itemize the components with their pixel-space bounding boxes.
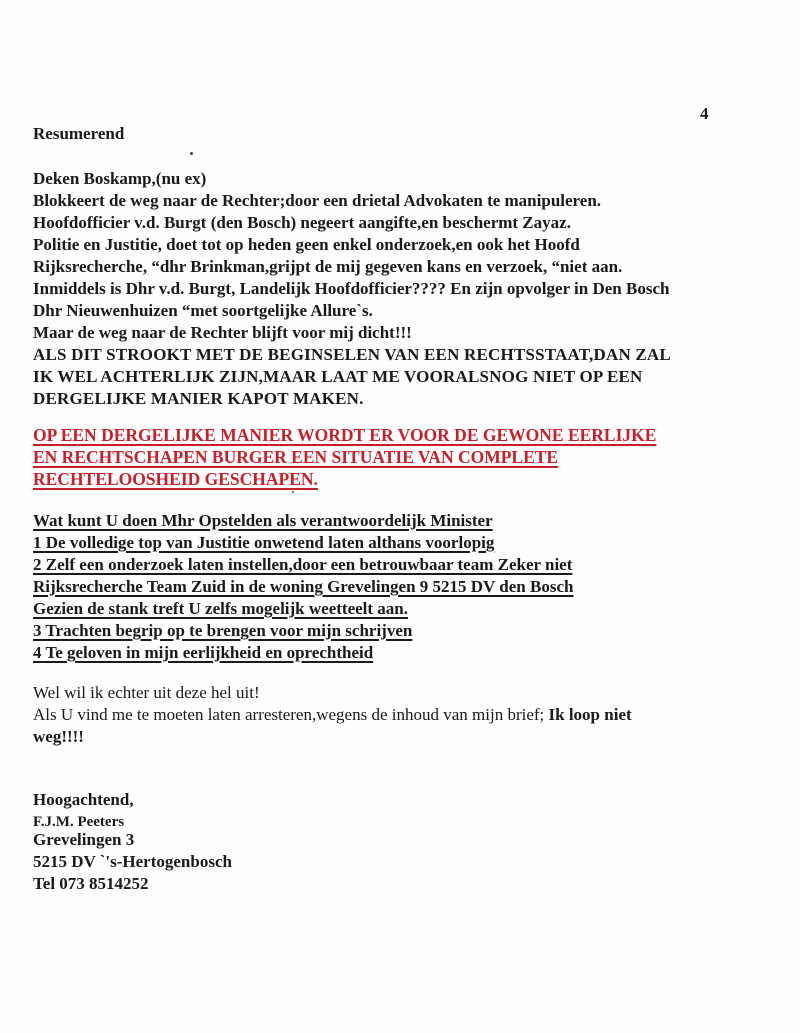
paragraph-line: Politie en Justitie, doet tot op heden geen enkel onderzoek,en ook het Hoofd <box>33 235 580 254</box>
phone-number: Tel 073 8514252 <box>33 874 149 893</box>
signer-name: F.J.M. Peeters <box>33 814 125 830</box>
action-list-item: Rijksrecherche Team Zuid in de woning Grevelingen 9 5215 DV den Bosch <box>33 577 574 596</box>
closing-line <box>33 704 632 726</box>
paragraph-line: Dhr Nieuwenhuizen “met soortgelijke Allure`s. <box>33 301 373 320</box>
closing-text: Als U vind me te moeten laten arresteren,wegens de inhoud van mijn brief; <box>33 705 549 724</box>
scan-speck <box>292 491 294 493</box>
red-emphasis-line: RECHTELOOSHEID GESCHAPEN. <box>33 469 318 489</box>
address-city: 5215 DV `'s-Hertogenbosch <box>33 852 232 871</box>
action-list-item: Gezien de stank treft U zelfs mogelijk weetteelt aan. <box>33 599 408 618</box>
paragraph-line: Blokkeert de weg naar de Rechter;door een drietal Advokaten te manipuleren. <box>33 191 602 210</box>
caps-line: DERGELIJKE MANIER KAPOT MAKEN. <box>33 389 364 408</box>
red-emphasis-line: OP EEN DERGELIJKE MANIER WORDT ER VOOR DE GEWONE EERLIJKE <box>33 425 657 445</box>
action-list-item: 4 Te geloven in mijn eerlijkheid en oprechtheid <box>33 643 374 662</box>
heading: Resumerend <box>33 124 125 143</box>
page-number: 4 <box>700 104 709 123</box>
paragraph-line: Maar de weg naar de Rechter blijft voor mij dicht!!! <box>33 323 412 342</box>
action-list-item: 1 De volledige top van Justitie onwetend laten althans voorlopig <box>33 533 495 552</box>
closing-emphasis-line: weg!!!! <box>33 727 84 746</box>
paragraph-line: Rijksrecherche, “dhr Brinkman,grijpt de mij gegeven kans en verzoek, “niet aan. <box>33 257 623 276</box>
action-list-item: 3 Trachten begrip op te brengen voor mijn schrijven <box>33 621 413 640</box>
red-emphasis-line: EN RECHTSCHAPEN BURGER EEN SITUATIE VAN COMPLETE <box>33 447 559 467</box>
scan-speck <box>190 152 193 155</box>
action-list-intro: Wat kunt U doen Mhr Opstelden als verantwoordelijk Minister <box>33 511 493 530</box>
caps-line: ALS DIT STROOKT MET DE BEGINSELEN VAN EEN RECHTSSTAAT,DAN ZAL <box>33 345 671 364</box>
caps-line: IK WEL ACHTERLIJK ZIJN,MAAR LAAT ME VOORALSNOG NIET OP EEN <box>33 367 643 386</box>
closing-emphasis: Ik loop niet <box>548 705 632 724</box>
action-list-item: 2 Zelf een onderzoek laten instellen,door een betrouwbaar team Zeker niet <box>33 555 573 574</box>
salutation: Hoogachtend, <box>33 790 134 809</box>
address-street: Grevelingen 3 <box>33 830 135 849</box>
paragraph-line: Hoofdofficier v.d. Burgt (den Bosch) negeert aangifte,en beschermt Zayaz. <box>33 213 571 232</box>
paragraph-line: Deken Boskamp,(nu ex) <box>33 169 207 188</box>
closing-line: Wel wil ik echter uit deze hel uit! <box>33 683 260 702</box>
paragraph-line: Inmiddels is Dhr v.d. Burgt, Landelijk Hoofdofficier???? En zijn opvolger in Den Bosch <box>33 279 670 298</box>
